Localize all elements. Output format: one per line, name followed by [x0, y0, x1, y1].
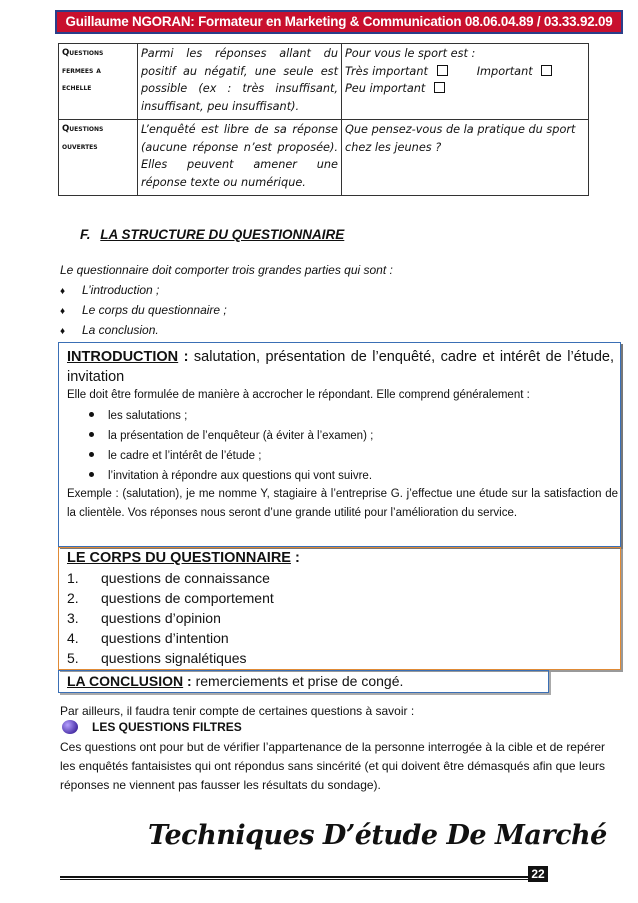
bullet-icon: [89, 452, 94, 457]
aside-text: Par ailleurs, il faudra tenir compte de certaines questions à savoir :: [60, 704, 415, 718]
title-separator: :: [183, 673, 192, 689]
filter-title: LES QUESTIONS FILTRES: [92, 720, 242, 734]
bullet-icon: [89, 412, 94, 417]
list-item-text: questions d’intention: [101, 630, 229, 646]
checkbox-little-important[interactable]: [434, 82, 445, 93]
list-item-text: L’introduction ;: [82, 283, 160, 297]
section-prefix: F.: [80, 227, 91, 242]
item-number: 5.: [67, 650, 79, 666]
bullet-icon: [89, 432, 94, 437]
title-separator: :: [290, 550, 300, 566]
section-heading: [80, 227, 344, 242]
row-label: [59, 44, 138, 120]
list-item-text: questions d’opinion: [101, 610, 221, 626]
list-item-text: questions signalétiques: [101, 650, 247, 666]
introduction-summary: salutation, présentation de l’enquêté, cadre et intérêt de l’étude, invitation: [67, 349, 614, 385]
label-line: Questions: [62, 48, 104, 58]
label-line: fermees a: [62, 65, 101, 76]
label-line: echelle: [62, 83, 92, 93]
conclusion-box: [58, 670, 549, 693]
body-title: LE CORPS DU QUESTIONNAIRE: [67, 550, 291, 566]
diamond-bullet-icon: ♦: [60, 286, 66, 297]
row-example: [342, 44, 589, 120]
label-line: ouvertes: [62, 141, 98, 152]
row-example: Que pensez-vous de la pratique du sport chez les jeunes ?: [342, 120, 589, 196]
list-item: [60, 303, 227, 317]
item-number: 3.: [67, 610, 79, 626]
checkbox-important[interactable]: [541, 65, 552, 76]
list-item-text: La conclusion.: [82, 323, 159, 337]
footer-title: Techniques D’étude De Marché: [148, 820, 607, 851]
list-item-text: questions de comportement: [101, 590, 274, 606]
item-number: 1.: [67, 570, 79, 586]
conclusion-text: remerciements et prise de congé.: [191, 673, 404, 689]
header-text: Guillaume NGORAN: Formateur en Marketing & Communication 08.06.04.89 / 03.33.92.09: [65, 14, 613, 29]
list-item-text: la présentation de l’enquêteur (à éviter à l’examen) ;: [108, 430, 374, 442]
introduction-box: [58, 342, 621, 547]
list-item-text: les salutations ;: [108, 410, 188, 422]
list-item-text: Le corps du questionnaire ;: [82, 303, 227, 317]
list-item: [67, 590, 274, 606]
conclusion-line: [67, 673, 403, 689]
question-types-table: [58, 43, 589, 196]
option-label: Important: [476, 64, 533, 78]
footer-divider: [60, 876, 530, 878]
row-label: [59, 120, 138, 196]
example-prompt: Pour vous le sport est :: [345, 47, 476, 60]
label-line: Questions: [62, 124, 104, 134]
item-number: 2.: [67, 590, 79, 606]
page-header-banner: [55, 10, 623, 34]
introduction-example: Exemple : (salutation), je me nomme Y, stagiaire à l’entreprise G. j’effectue une étude sur la satisfaction de la clientèle. Vos réponses nous seront d’une grande utilité pour l’amélioration du service.: [67, 488, 618, 519]
intro-text: Le questionnaire doit comporter trois grandes parties qui sont :: [60, 263, 393, 277]
list-item: [89, 430, 373, 442]
sphere-bullet-icon: [62, 720, 78, 734]
section-title: LA STRUCTURE DU QUESTIONNAIRE: [100, 227, 345, 242]
bullet-icon: [89, 472, 94, 477]
title-separator: :: [178, 349, 189, 365]
list-item: [60, 323, 159, 337]
filter-description: Ces questions ont pour but de vérifier l’appartenance de la personne interrogée à la cible et de repérer les enquêtés fantaisistes qui ont répondus sans sincérité (et qui doivent être démasqués afin que leurs réponses ne viennent pas fausser les résultats du sondage).: [60, 740, 605, 792]
checkbox-very-important[interactable]: [437, 65, 448, 76]
body-heading: [67, 550, 300, 566]
option-label: Peu important: [345, 82, 426, 95]
row-description: L’enquêté est libre de sa réponse (aucune réponse n’est proposée). Elles peuvent amener une réponse texte ou numérique.: [138, 120, 342, 196]
introduction-lead: Elle doit être formulée de manière à accrocher le répondant. Elle comprend généralement :: [67, 389, 530, 401]
introduction-title: INTRODUCTION: [67, 349, 179, 365]
list-item: [67, 650, 247, 666]
list-item: [89, 470, 372, 482]
list-item: [67, 570, 270, 586]
diamond-bullet-icon: ♦: [60, 306, 66, 317]
conclusion-title: LA CONCLUSION: [67, 673, 184, 689]
list-item: [67, 630, 229, 646]
list-item-text: le cadre et l’intérêt de l’étude ;: [108, 450, 262, 462]
item-number: 4.: [67, 630, 79, 646]
body-box: [58, 547, 621, 670]
diamond-bullet-icon: ♦: [60, 326, 66, 337]
list-item: [89, 450, 261, 462]
filter-heading: [62, 720, 242, 734]
list-item: [67, 610, 221, 626]
page-number: 22: [528, 866, 548, 882]
list-item-text: l’invitation à répondre aux questions qui vont suivre.: [108, 470, 373, 482]
introduction-heading: [67, 347, 614, 387]
option-label: Très important: [345, 64, 428, 78]
list-item-text: questions de connaissance: [101, 570, 270, 586]
row-description: Parmi les réponses allant du positif au négatif, une seule est possible (ex : très insuffisant, insuffisant, peu insuffisant).: [138, 44, 342, 120]
list-item: [60, 283, 159, 297]
list-item: [89, 410, 187, 422]
table-row: [59, 120, 589, 196]
table-row: [59, 44, 589, 120]
